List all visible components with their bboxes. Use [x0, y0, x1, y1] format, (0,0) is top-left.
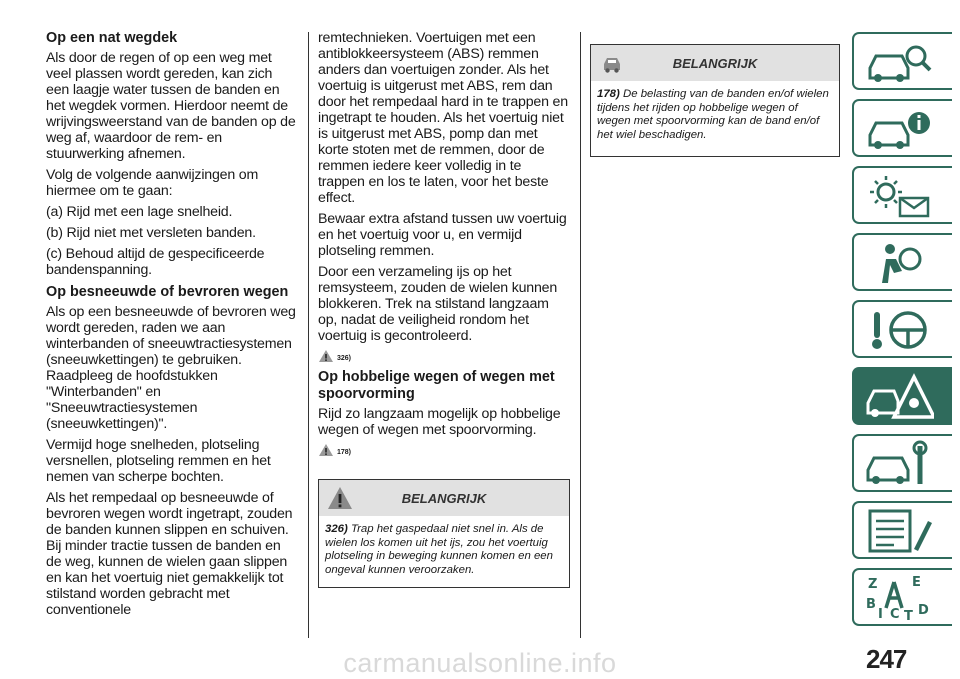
- car-search-icon: [864, 38, 934, 86]
- list-item-b: (b) Rijd niet met versleten banden.: [46, 225, 256, 241]
- tab-starting-driving[interactable]: [852, 300, 952, 358]
- heading-snow-road: Op besneeuwde of bevroren wegen: [46, 284, 289, 300]
- warning-reference[interactable]: [318, 443, 570, 457]
- warning-triangle-icon: [318, 349, 334, 363]
- index-abc-icon: [864, 574, 934, 622]
- column-divider: [580, 32, 581, 638]
- tab-safety-info[interactable]: [852, 99, 952, 157]
- specs-list-icon: [864, 507, 934, 555]
- paragraph-follow: Volg de volgende aanwijzingen om hiermee om te gaan:: [46, 167, 259, 199]
- tab-emergency[interactable]: [852, 367, 952, 425]
- car-service-icon: [864, 440, 934, 488]
- heading-wet-road: Op een nat wegdek: [46, 30, 178, 46]
- warning-box: [590, 44, 840, 157]
- dashboard-lights-icon: [864, 172, 934, 220]
- svg-text:D: D: [918, 603, 929, 618]
- tab-car-knowledge[interactable]: [852, 32, 952, 90]
- column-2: [318, 30, 570, 588]
- car-warning-icon: [599, 50, 625, 76]
- tab-dashboard[interactable]: [852, 166, 952, 224]
- warning-box-header: [319, 480, 569, 516]
- tab-technical-data[interactable]: [852, 501, 952, 559]
- column-1: [46, 30, 298, 623]
- column-3: [590, 44, 840, 157]
- tab-maintenance[interactable]: [852, 434, 952, 492]
- paragraph-distance: Bewaar extra afstand tussen uw voertuig en het voertuig voor u, en vermijd plotseling remmen.: [318, 211, 567, 259]
- paragraph-bumpy: Rijd zo langzaam mogelijk op hobbelige wegen of wegen met spoorvorming.: [318, 406, 561, 438]
- emergency-triangle-icon: [864, 373, 934, 421]
- svg-text:C: C: [890, 607, 900, 622]
- paragraph-snow-3: Als het rempedaal op besneeuwde of bevroren wegen wordt ingetrapt, zouden de banden kunnen slippen en schuiven. Bij minder tractie tussen de banden en de weg, kunnen de wielen gaan slippen en kan het voertuig niet gemakkelijk tot stilstand worden gebracht met conventionele: [46, 490, 293, 618]
- tab-safety[interactable]: [852, 233, 952, 291]
- list-item-c: (c) Behoud altijd de gespecificeerde bandenspanning.: [46, 246, 265, 278]
- warning-triangle-icon: [318, 443, 334, 457]
- warning-title: BELANGRIJK: [672, 55, 758, 71]
- tab-index[interactable]: [852, 568, 952, 626]
- svg-text:Z: Z: [868, 577, 878, 592]
- heading-bumpy-road: Op hobbelige wegen of wegen met spoorvorming: [318, 369, 555, 402]
- airbag-icon: [864, 239, 934, 287]
- svg-text:I: I: [878, 607, 883, 622]
- warning-text: De belasting van de banden en/of wielen tijdens het rijden op hobbelige wegen of wegen met spoorvorming kan de band en/of het wiel beschadigen.: [597, 88, 829, 141]
- reference-label: 326): [337, 355, 352, 362]
- column-divider: [308, 32, 309, 638]
- warning-triangle-icon: [327, 485, 353, 511]
- svg-text:E: E: [912, 575, 921, 590]
- steering-key-icon: [864, 306, 934, 354]
- paragraph-ice: Door een verzameling ijs op het remsysteem, zouden de wielen kunnen blokkeren. Trek na stilstand langzaam op, nadat de veiligheid rondom het voertuig is gecontroleerd.: [318, 264, 558, 344]
- svg-text:B: B: [866, 597, 876, 612]
- svg-text:T: T: [904, 609, 913, 622]
- warning-reference[interactable]: [318, 349, 570, 363]
- car-info-icon: [864, 105, 934, 153]
- paragraph-snow-2: Vermijd hoge snelheden, plotseling versnellen, plotseling remmen en het nemen van scherpe bochten.: [46, 437, 271, 485]
- paragraph-wet-road: Als door de regen of op een weg met veel plassen wordt gereden, kan zich een laagje water tussen de banden en het wegdek vormen. Hierdoor neemt de wrijvingsweerstand van de banden op de weg af, waardoor de rem- en stuurwerking afnemen.: [46, 50, 296, 162]
- warning-box-header: [591, 45, 839, 81]
- page-number: 247: [866, 644, 907, 674]
- warning-body: [319, 516, 569, 587]
- list-item-a: (a) Rijd met een lage snelheid.: [46, 204, 233, 220]
- paragraph-snow-1: Als op een besneeuwde of bevroren weg wordt gereden, raden we aan winterbanden of sneeuwtractiesystemen (sneeuwkettingen) te gebruiken. Raadpleeg de hoofdstukken "Winterbanden" en "Sneeuwtractiesystemen (sneeuwkettingen)".: [46, 304, 296, 432]
- warning-number: 178): [597, 88, 620, 100]
- warning-text: Trap het gaspedaal niet snel in. Als de wielen los komen uit het ijs, zou het voertuig plotseling in beweging kunnen komen en een ongeval kunnen veroorzaken.: [325, 523, 553, 576]
- warning-body: [591, 81, 839, 156]
- warning-title: BELANGRIJK: [401, 490, 487, 506]
- warning-box: [318, 479, 570, 588]
- reference-label: 178): [337, 449, 352, 456]
- watermark: carmanualsonline.info: [343, 648, 617, 678]
- warning-number: 326): [325, 523, 348, 535]
- paragraph-brake-technique: remtechnieken. Voertuigen met een antiblokkeersysteem (ABS) remmen anders dan voertuigen zonder. Als het voertuig is uitgerust met ABS, rem dan door het rempedaal hard in te trappen en ingetrapt te houden. Als het voertuig niet is uitgerust met ABS, pomp dan met korte stoten met de remmen, door de remmen iedere keer volledig in te trappen en los te laten, voor het beste effect.: [318, 30, 568, 206]
